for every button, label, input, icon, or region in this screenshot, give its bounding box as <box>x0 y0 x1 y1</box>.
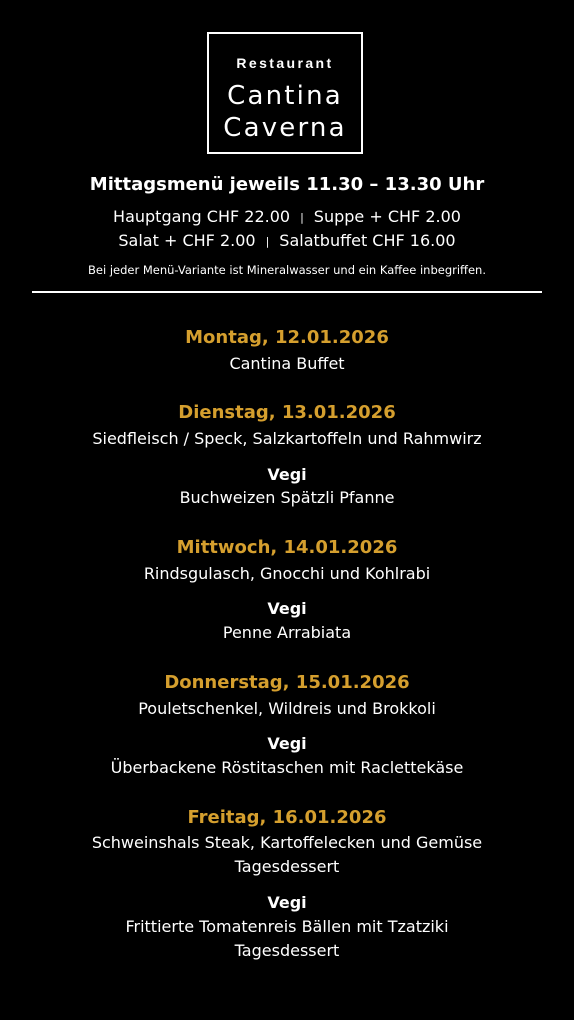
vegi-label-thursday: Vegi <box>267 734 307 753</box>
vegi-label-tuesday: Vegi <box>267 465 307 484</box>
day-heading-tuesday: Dienstag, 13.01.2026 <box>178 402 396 423</box>
restaurant-logo <box>207 32 363 154</box>
vegi-label-friday: Vegi <box>267 893 307 912</box>
price-main-course: Hauptgang CHF 22.00 <box>113 207 291 226</box>
dish-tuesday-vegi: Buchweizen Spätzli Pfanne <box>179 488 395 507</box>
pricing-line-2 <box>0 230 574 253</box>
dish-friday-main: Schweinshals Steak, Kartoffelecken und Gemüse <box>91 833 483 852</box>
logo-restaurant-label: Restaurant <box>236 55 334 71</box>
dish-friday-vegi: Frittierte Tomatenreis Bällen mit Tzatziki <box>125 917 449 936</box>
price-salad-buffet: Salatbuffet CHF 16.00 <box>279 231 456 250</box>
menu-inclusion-note: Bei jeder Menü-Variante ist Mineralwasser und ein Kaffee inbegriffen. <box>88 263 486 277</box>
price-salad: Salat + CHF 2.00 <box>118 231 256 250</box>
vegi-label-wednesday: Vegi <box>267 599 307 618</box>
dish-friday-vegi-dessert: Tagesdessert <box>234 941 340 960</box>
logo-name-line-1: Cantina <box>227 81 343 111</box>
dish-wednesday-main: Rindsgulasch, Gnocchi und Kohlrabi <box>143 564 431 583</box>
day-heading-thursday: Donnerstag, 15.01.2026 <box>164 672 410 693</box>
dish-thursday-vegi: Überbackene Röstitaschen mit Raclettekäse <box>110 758 464 777</box>
pricing-separator: | <box>300 211 304 224</box>
logo-name-line-2: Caverna <box>223 113 347 143</box>
dish-wednesday-vegi: Penne Arrabiata <box>222 623 352 642</box>
day-heading-monday: Montag, 12.01.2026 <box>185 327 389 348</box>
dish-monday-main: Cantina Buffet <box>229 354 345 373</box>
day-heading-wednesday: Mittwoch, 14.01.2026 <box>176 537 398 558</box>
pricing-line-1 <box>0 206 574 229</box>
dish-tuesday-main: Siedfleisch / Speck, Salzkartoffeln und Rahmwirz <box>92 429 482 448</box>
dish-friday-dessert: Tagesdessert <box>234 857 340 876</box>
day-heading-friday: Freitag, 16.01.2026 <box>187 807 387 828</box>
lunch-menu-headline: Mittagsmenü jeweils 11.30 – 13.30 Uhr <box>89 174 485 195</box>
price-soup: Suppe + CHF 2.00 <box>313 207 461 226</box>
pricing-separator: | <box>265 235 270 248</box>
dish-thursday-main: Pouletschenkel, Wildreis und Brokkoli <box>138 699 436 718</box>
header-divider <box>32 291 542 293</box>
